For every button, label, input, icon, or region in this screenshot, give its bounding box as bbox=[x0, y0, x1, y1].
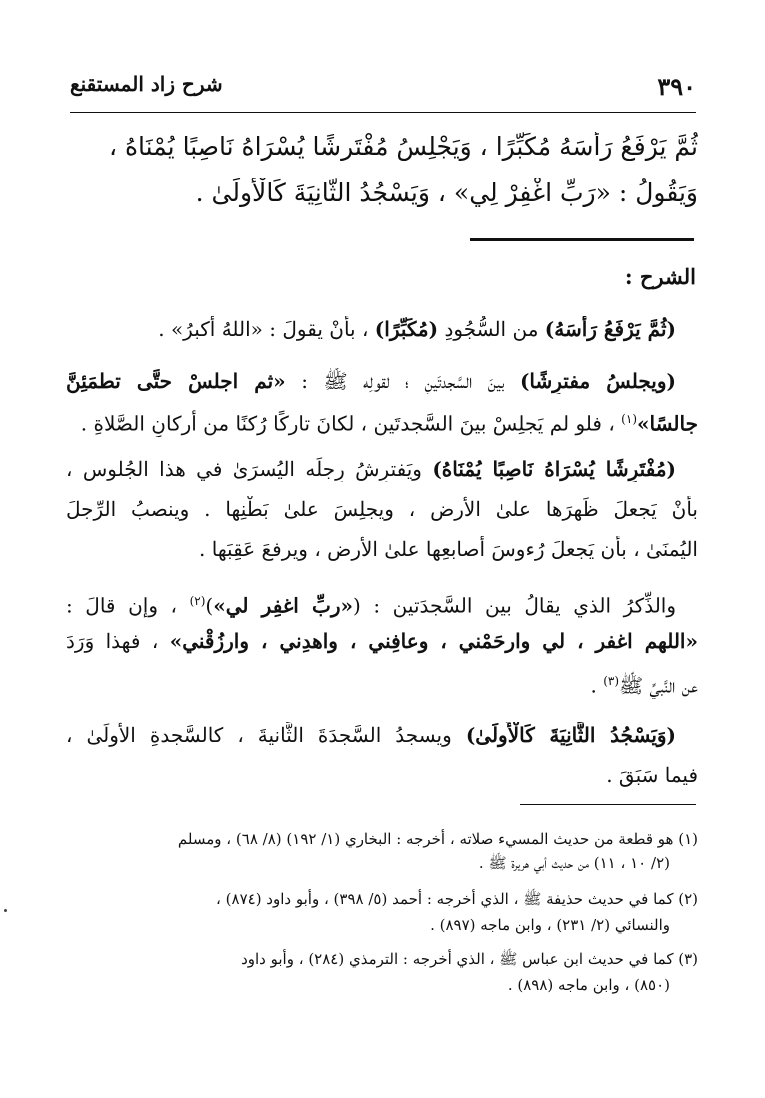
header-divider bbox=[70, 112, 696, 113]
text-run: من السُّجُودِ bbox=[438, 317, 545, 341]
matn-quote: (ويجلسُ مفترِشًا) bbox=[519, 369, 676, 393]
text-run: ) bbox=[205, 593, 214, 618]
hadith-quote: جالسًا» bbox=[637, 411, 698, 436]
text-run: ، بأنْ يقولَ : «اللهُ أكبرُ» . bbox=[158, 317, 375, 341]
paragraph-4-line-2 bbox=[66, 628, 698, 654]
matn-quote: (وَيَسْجُدُ الثَّانِيَةَ كَالْأُولَىٰ) bbox=[465, 723, 676, 747]
text-run: عن النَّبيِّ ﷺ bbox=[619, 673, 698, 698]
footnote-2-text: والنسائي (٢/ ٢٣١) ، وابن ماجه (٨٩٧) . bbox=[430, 916, 670, 934]
dua-quote: «اللهم اغفر ، لي وارحَمْني ، وعافِني ، واهدِني ، وارزُقْني» bbox=[169, 629, 698, 653]
paragraph-3-line-1 bbox=[66, 456, 676, 482]
text-run: . bbox=[590, 673, 604, 698]
paragraph-4-line-3 bbox=[66, 668, 698, 699]
footnote-3-line-1: (٣) كما في حديث ابن عباس ﷺ ، الذي أخرجه : الترمذي (٢٨٤) ، وأبو داود bbox=[241, 950, 698, 968]
matn-quote: (ثُمَّ يَرْفَعُ رَأْسَهُ) bbox=[544, 317, 676, 341]
text-run: ويَفترِشُ رِجلَه اليُسرَىٰ في هذا الجُلوسِ ، bbox=[66, 457, 433, 481]
footnote-divider bbox=[520, 804, 696, 805]
paragraph-5-line-1 bbox=[66, 722, 676, 748]
text-run: ، فلو لم يَجلِسْ بينَ السَّجدتَينِ ، لكانَ تاركًا رُكنًا من أركانِ الصَّلاةِ . bbox=[80, 411, 622, 436]
matn-quote: (مُكَبِّرًا) bbox=[374, 317, 439, 341]
footnote-ref-1: (١) bbox=[621, 412, 637, 426]
footnote-1-text: (٢/ ١٠ ، ١١) من حديث أبي هريرة ﷺ . bbox=[478, 854, 670, 872]
text-run: ويسجدُ السَّجدَةَ الثَّانيةَ ، كالسَّجدةِ الأُولَىٰ ، bbox=[66, 723, 466, 747]
running-header-title: شرح زاد المستقنع bbox=[70, 72, 223, 96]
text-run: ، فهذا وَرَدَ bbox=[66, 629, 170, 653]
footnote-1-line-2 bbox=[66, 852, 698, 874]
page-number: ٣٩٠ bbox=[657, 72, 696, 101]
hadith-quote: «ثم اجلسْ حتَّى تطمَئِنَّ bbox=[66, 369, 286, 393]
paragraph-4-line-1 bbox=[66, 588, 676, 619]
paragraph-1-line-1 bbox=[66, 316, 676, 342]
dua-quote: «ربِّ اغفِر لي» bbox=[213, 593, 353, 618]
matn-line-1: ثُمَّ يَرْفَعُ رَأْسَهُ مُكَبِّرًا ، وَيَجْلِسُ مُفْتَرِشًا يُسْرَاهُ نَاصِبًا يُمْنَاهُ ، bbox=[108, 132, 698, 161]
footnote-ref-3: (٣) bbox=[603, 674, 620, 688]
footnote-3-line-2 bbox=[66, 974, 698, 996]
footnote-3-text: (٨٥٠) ، وابن ماجه (٨٩٨) . bbox=[507, 976, 670, 994]
text-run: بينَ السَّجدتَينِ ؛ لقولِه ﷺ : bbox=[285, 369, 520, 393]
paragraph-3-line-3: اليُمنَىٰ ، بأن يَجعلَ رُءوسَ أصابعِها علىٰ الأرضِ ، ويرفعَ عَقِبَها . bbox=[199, 537, 698, 561]
paragraph-2-line-1 bbox=[66, 368, 676, 394]
footnote-2-line-1: (٢) كما في حديث حذيفة ﷺ ، الذي أخرجه : أحمد (٥/ ٣٩٨) ، وأبو داود (٨٧٤) ، bbox=[216, 890, 698, 908]
matn-divider bbox=[470, 238, 694, 241]
matn-line-2: وَيَقُولُ : «رَبِّ اغْفِرْ لِي» ، وَيَسْجُدُ الثَّانِيَةَ كَالْأُولَىٰ . bbox=[195, 178, 698, 207]
text-run: والذِّكرُ الذي يقالُ بين السَّجدَتينِ : ( bbox=[353, 593, 676, 618]
section-heading: الشرح : bbox=[624, 264, 696, 289]
text-run: ، وإن قالَ : bbox=[66, 593, 190, 618]
paragraph-5-line-2: فيما سَبَقَ . bbox=[606, 763, 698, 787]
matn-quote: (مُفْتَرِشًا يُسْرَاهُ نَاصِبًا يُمْنَاهُ) bbox=[432, 457, 676, 481]
paragraph-2-line-2 bbox=[66, 406, 698, 437]
scan-speck bbox=[4, 909, 7, 912]
footnote-1-line-1: (١) هو قطعة من حديث المسيء صلاته ، أخرجه : البخاري (١/ ١٩٢) (٨/ ٦٨) ، ومسلم bbox=[177, 830, 698, 848]
paragraph-3-line-2: بأنْ يَجعلَ ظَهرَها علىٰ الأرضِ ، ويجلِسَ علىٰ بَطْنِها . وينصبُ الرِّجلَ bbox=[66, 497, 698, 521]
footnote-ref-2: (٢) bbox=[189, 594, 206, 608]
footnote-2-line-2 bbox=[66, 914, 698, 936]
